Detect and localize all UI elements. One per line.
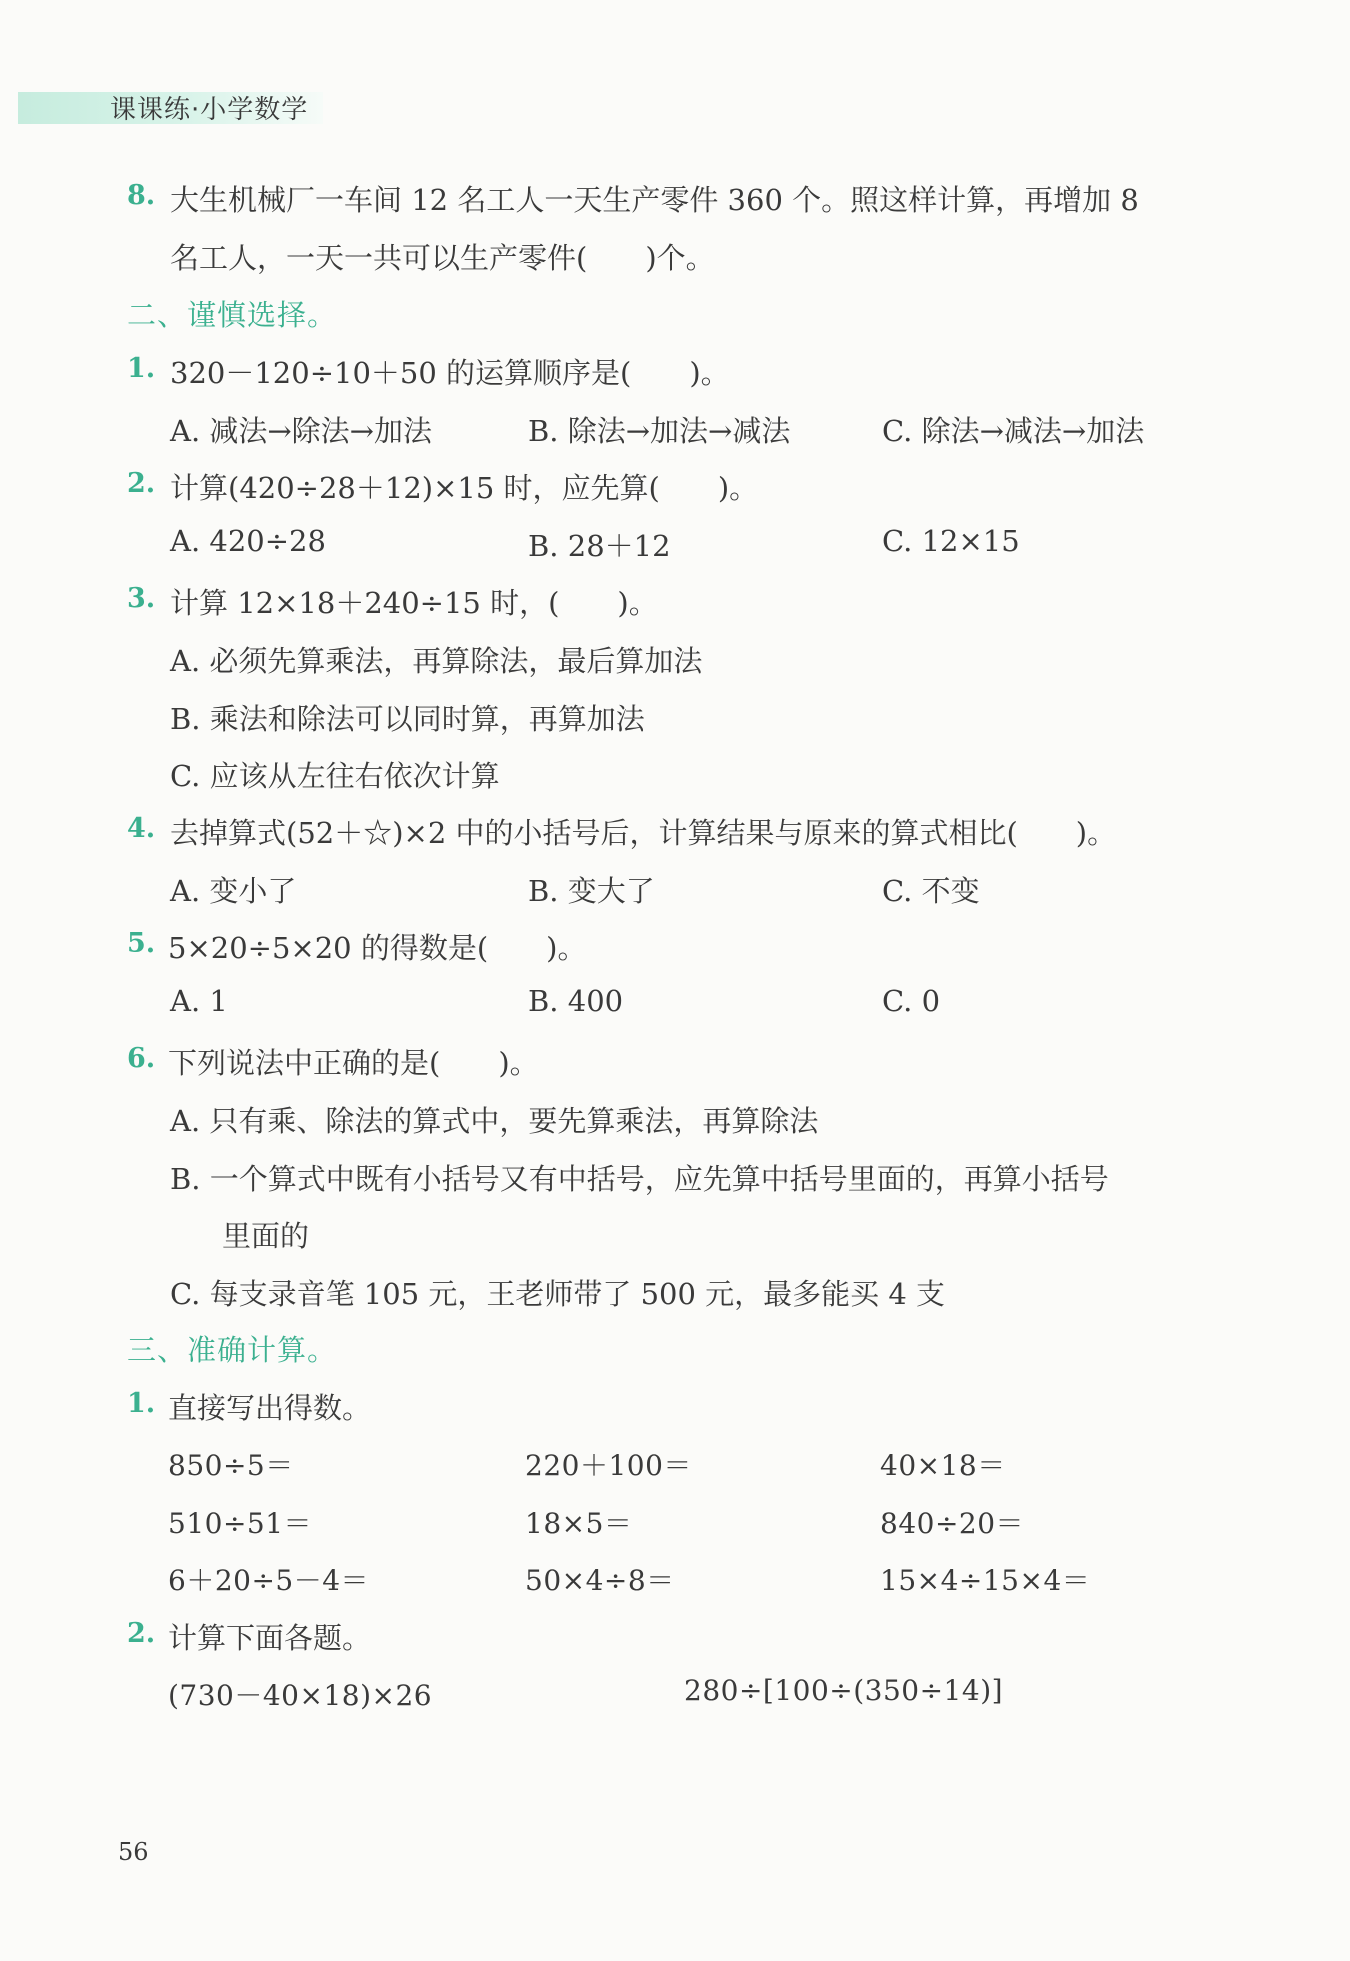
option-b: B. 变大了 xyxy=(528,874,655,908)
expression: 220＋100＝ xyxy=(525,1449,692,1482)
option-b: B. 一个算式中既有小括号又有中括号，应先算中括号里面的，再算小括号 xyxy=(170,1162,1109,1196)
option-c: C. 0 xyxy=(882,984,941,1018)
question-number: 1. xyxy=(127,1388,156,1419)
option-a: A. 必须先算乘法，再算除法，最后算加法 xyxy=(170,644,703,678)
option-b-continued: 里面的 xyxy=(222,1219,310,1253)
question-number: 2. xyxy=(127,468,156,499)
expression: 510÷51＝ xyxy=(168,1507,313,1540)
option-a: A. 1 xyxy=(170,984,228,1018)
question-text: 5×20÷5×20 的得数是( )。 xyxy=(168,931,587,965)
section-title: 二、谨慎选择。 xyxy=(127,298,338,332)
expression: 15×4÷15×4＝ xyxy=(880,1564,1091,1597)
question-number: 4. xyxy=(127,813,156,844)
question-number: 6. xyxy=(127,1043,156,1074)
question-text: 计算(420÷28＋12)×15 时，应先算( )。 xyxy=(170,471,759,505)
page-number: 56 xyxy=(118,1838,149,1866)
question-text: 去掉算式(52＋☆)×2 中的小括号后，计算结果与原来的算式相比( )。 xyxy=(170,816,1117,850)
option-c: C. 应该从左往右依次计算 xyxy=(170,759,500,793)
question-number: 1. xyxy=(127,353,156,384)
expression: 850÷5＝ xyxy=(168,1449,294,1482)
question-text: 下列说法中正确的是( )。 xyxy=(168,1046,539,1080)
section-title: 三、准确计算。 xyxy=(127,1333,338,1367)
expression: 18×5＝ xyxy=(525,1507,633,1540)
expression: 40×18＝ xyxy=(880,1449,1006,1482)
question-number: 8. xyxy=(127,180,156,211)
question-text: 大生机械厂一车间 12 名工人一天生产零件 360 个。照这样计算，再增加 8 xyxy=(170,183,1139,217)
expression: 6＋20÷5－4＝ xyxy=(168,1564,370,1597)
option-a: A. 减法→除法→加法 xyxy=(170,414,432,448)
question-number: 3. xyxy=(127,583,156,614)
option-b: B. 乘法和除法可以同时算，再算加法 xyxy=(170,702,645,736)
header-title: 课课练·小学数学 xyxy=(110,95,309,125)
option-c: C. 不变 xyxy=(882,874,980,908)
question-text: 320－120÷10＋50 的运算顺序是( )。 xyxy=(170,356,730,390)
option-b: B. 400 xyxy=(528,984,624,1018)
option-c: C. 除法→减法→加法 xyxy=(882,414,1145,448)
option-c: C. 12×15 xyxy=(882,524,1020,558)
expression: 280÷[100÷(350÷14)] xyxy=(684,1674,1004,1707)
option-b: B. 除法→加法→减法 xyxy=(528,414,791,448)
question-text: 计算下面各题。 xyxy=(168,1621,372,1655)
option-a: A. 只有乘、除法的算式中，要先算乘法，再算除法 xyxy=(170,1104,819,1138)
question-number: 2. xyxy=(127,1618,156,1649)
option-b: B. 28＋12 xyxy=(528,529,671,563)
expression: 50×4÷8＝ xyxy=(525,1564,675,1597)
question-text: 名工人，一天一共可以生产零件( )个。 xyxy=(170,241,715,275)
expression: (730－40×18)×26 xyxy=(168,1679,433,1712)
question-text: 计算 12×18＋240÷15 时，( )。 xyxy=(170,586,658,620)
question-text: 直接写出得数。 xyxy=(168,1391,372,1425)
question-number: 5. xyxy=(127,928,156,959)
option-a: A. 变小了 xyxy=(170,874,297,908)
option-c: C. 每支录音笔 105 元，王老师带了 500 元，最多能买 4 支 xyxy=(170,1277,946,1311)
option-a: A. 420÷28 xyxy=(170,524,326,558)
expression: 840÷20＝ xyxy=(880,1507,1025,1540)
